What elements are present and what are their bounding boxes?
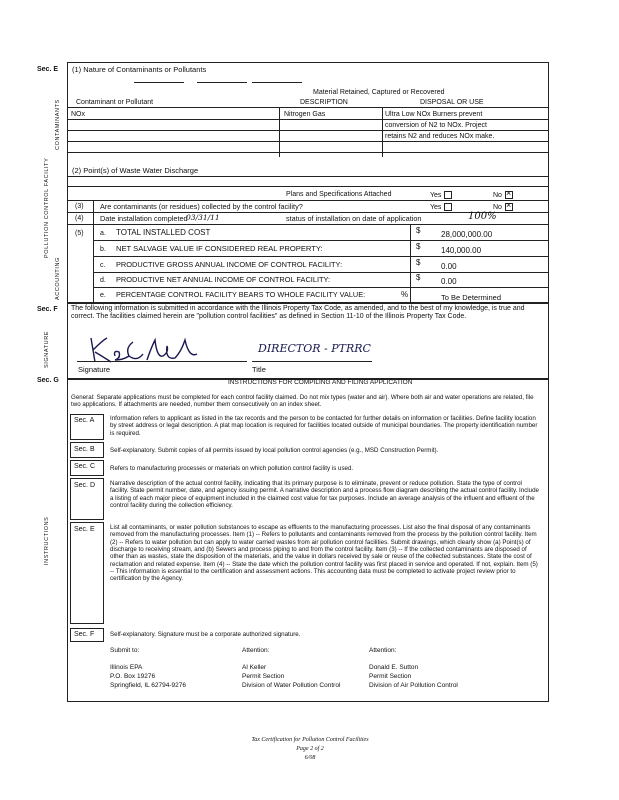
row-contaminant: NOx (71, 111, 85, 118)
row-description: Nitrogen Gas (284, 111, 326, 118)
sec-e-tag: Sec. E (74, 526, 95, 533)
footer-line-3: 6/08 (304, 755, 316, 761)
sec-e-label: Sec. E (37, 66, 59, 73)
addr-line-1: Illinois EPA (110, 664, 143, 671)
plans-no: No× (493, 191, 513, 199)
acct-c-label: PRODUCTIVE GROSS ANNUAL INCOME OF CONTROL FACILITY: (116, 260, 343, 269)
acct-e-label: PERCENTAGE CONTROL FACILITY BEARS TO WHOLE FACILITY VALUE: (116, 290, 366, 299)
addr-line-2: P.O. Box 19276 (110, 673, 156, 680)
att2-line-1: Donald E. Sutton (369, 664, 419, 671)
footer-line-2: Page 2 of 2 (296, 746, 324, 752)
acct-d-value: 0.00 (441, 277, 457, 286)
title-handwritten: DIRECTOR - PTRRC (258, 342, 371, 355)
att1-line-2: Permit Section (242, 673, 285, 680)
sec-d-text: Narrative description of the actual control facility, indicating that its primary purpose is to eliminate, prevent or reduce pollution. State the type of control facility. State permit number, date, and agency issuing permit. A narrative description and a process flow diagram describing the actual control facility. Include a listing of each major piece of equipment included in the claimed cost value for tax purposes. Include an average analysis of the influent and effluent of the control facility during the collection efficiency. (110, 480, 539, 509)
q4-value: 100% (468, 211, 497, 222)
sec-f-label: Sec. F (37, 306, 58, 313)
item2-heading: (2) Point(s) of Waste Water Discharge (72, 166, 199, 175)
acct-a-letter: a. (100, 230, 106, 237)
sec-e-text: List all contaminants, or water pollution substances to escape as effluents to the manufacturing processes. List also the final disposal of any contaminants removed from the manufacturing processes. Item (1) -- Refers to pollutants and contaminants removed from the process by the pollution control facility. Item (2) -- Refers to water pollution but can apply to water carried wastes from air pollution control facilities. Submit drawings, which clearly show (a) Point(s) of discharge to receiving stream, and (b) Sewers and process piping to and from the control facility. Item (3) -- If the collected contaminants are disposed of other than as wastes, state the disposition of the materials, and the value in dollars received by sale or reuse of the collected substances. State the cost of reclamation and related expense. Item (4) -- State the date which the pollution control facility was first placed in service and operated. If not, explain. Item (5) -- This information is essential to the certification and assessment actions. This accounting data must be completed to activate project review prior to certification by the Agency. (110, 524, 538, 583)
sec-e-side-label-2: CONTAMINANTS (55, 99, 61, 150)
acct-e-percent: % (401, 290, 409, 299)
acct-c-letter: c. (100, 262, 106, 269)
acct-b-letter: b. (100, 246, 106, 253)
col-contaminant: Contaminant or Pollutant (76, 99, 154, 106)
sec-c-tag: Sec. C (74, 463, 96, 470)
q3-no-checkbox[interactable] (505, 203, 513, 211)
acct-e-letter: e. (100, 292, 106, 299)
q3-yes: Yes (430, 203, 452, 211)
attention-2-label: Attention: (369, 647, 397, 654)
acct-e-value: To Be Determined (441, 293, 502, 302)
acct-d-label: PRODUCTIVE NET ANNUAL INCOME OF CONTROL FACILITY: (116, 275, 331, 284)
sec-e-side-label-3: ACCOUNTING (55, 257, 61, 300)
instructions-heading: INSTRUCTIONS FOR COMPILING AND FILING APPLICATION (228, 379, 413, 386)
submit-to-label: Submit to: (110, 647, 140, 654)
plans-no-checkbox[interactable] (505, 191, 513, 199)
sec-f-side-label: SIGNATURE (44, 330, 50, 368)
plans-yes: Yes (430, 191, 452, 199)
general-instructions: General: Separate applications must be completed for each control facility claimed. Do not mix types (water and air). Where both air and water operations are related, file two applications. If attachments are needed, number them consecutively on an index sheet. (71, 394, 534, 409)
disposal-line-2: conversion of N2 to NOx. Project (385, 122, 487, 129)
q4-date: 03/31/11 (186, 213, 220, 222)
acct-b-value: 140,000.00 (441, 246, 482, 255)
q4-status: status of installation on date of application (286, 214, 422, 223)
disposal-line-3: retains N2 and reduces NOx make. (385, 133, 495, 140)
sec-f-text: The following information is submitted in accordance with the Illinois Property Tax Code, as amended, and to the best of my knowledge, is true and correct. The facilities claimed herein are "pollution control facilities" as defined in Section 11-10 of the Illinois Property Tax Code. (71, 305, 525, 321)
col-description: DESCRIPTION (300, 99, 348, 106)
plans-text: Plans and Specifications Attached (286, 191, 392, 198)
material-header: Material Retained, Captured or Recovered (313, 89, 445, 96)
sec-d-tag: Sec. D (74, 482, 96, 489)
sec-a-tag: Sec. A (74, 417, 95, 424)
q4-num: (4) (75, 215, 84, 222)
sec-c-text: Refers to manufacturing processes or materials on which pollution control facility is used. (110, 465, 354, 472)
title-label: Title (252, 365, 266, 374)
acct-b-dollar: $ (416, 242, 421, 251)
q3-num: (3) (75, 203, 84, 210)
sec-a-text: Information refers to applicant as listed in the tax records and the person to be contacted for further details on information or facilities. Define facility location by street address or legal description. A plat map location is required for facilities located outside of municipal boundaries. The property identification number is required. (110, 415, 538, 437)
footer-line-1: Tax Certification for Pollution Control Facilities (251, 737, 369, 743)
addr-line-3: Springfield, IL 62794-9276 (110, 682, 187, 689)
acct-c-value: 0.00 (441, 262, 457, 271)
col-disposal: DISPOSAL OR USE (420, 99, 484, 106)
att2-line-2: Permit Section (369, 673, 412, 680)
acct-b-label: NET SALVAGE VALUE IF CONSIDERED REAL PROPERTY: (116, 244, 323, 253)
item1-heading: (1) Nature of Contaminants or Pollutants (72, 65, 207, 74)
q4-text: Date installation completed (100, 214, 188, 223)
disposal-line-1: Ultra Low NOx Burners prevent (385, 111, 483, 118)
acct-d-letter: d. (100, 277, 106, 284)
acct-a-label: TOTAL INSTALLED COST (116, 228, 211, 237)
attention-1-label: Attention: (242, 647, 270, 654)
sec-f-tag: Sec. F (74, 631, 95, 638)
q3-no: No× (493, 203, 513, 211)
att1-line-1: Al Keller (242, 664, 267, 671)
sec-g-side-label: INSTRUCTIONS (44, 516, 50, 565)
att1-line-3: Division of Water Pollution Control (242, 682, 341, 689)
q3-text: Are contaminants (or residues) collected by the control facility? (100, 202, 303, 211)
plans-yes-checkbox[interactable] (444, 191, 452, 199)
sec-g-label: Sec. G (37, 377, 59, 384)
sec-f-instr-text: Self-explanatory. Signature must be a corporate authorized signature. (110, 631, 301, 638)
acct-a-dollar: $ (416, 226, 421, 235)
q5-num: (5) (75, 230, 84, 237)
sec-b-text: Self-explanatory. Submit copies of all permits issued by local pollution control agencies (e.g., MSD Construction Permit). (110, 447, 439, 454)
att2-line-3: Division of Air Pollution Control (369, 682, 458, 689)
signature-label: Signature (78, 365, 111, 374)
acct-a-value: 28,000,000.00 (441, 230, 493, 239)
q3-yes-checkbox[interactable] (444, 203, 452, 211)
sec-e-side-label: POLLUTION CONTROL FACILITY (44, 157, 50, 258)
acct-c-dollar: $ (416, 258, 421, 267)
sec-b-tag: Sec. B (74, 446, 95, 453)
acct-d-dollar: $ (416, 273, 421, 282)
